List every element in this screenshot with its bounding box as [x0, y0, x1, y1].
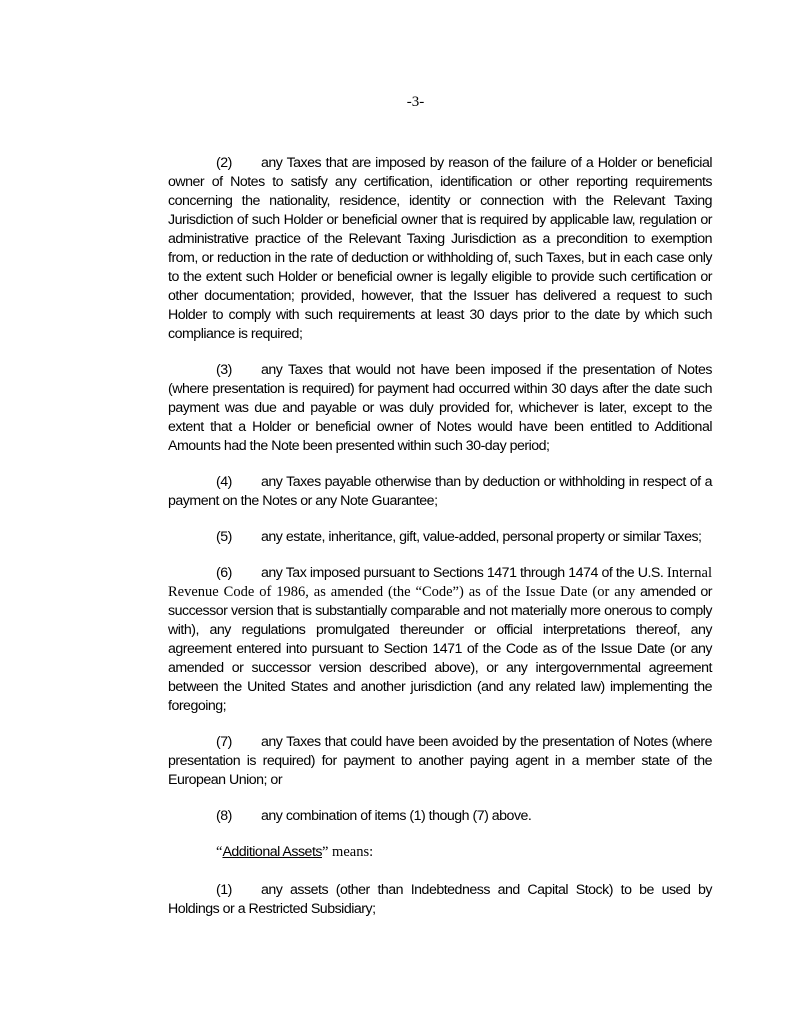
clause-text-part-b: amended or successor version that is substantially comparable and not materially more onerous to comply with), any regulations promulgated thereunder or official interpretations thereof, any agreement entered into pursuant to Section 1471 of the Code as of the Issue Date (or any amended or successor version described above), or any intergovernmental agreement between the United States and another jurisdiction (and any related law) implementing the foregoing;: [168, 584, 712, 714]
document-body: [168, 154, 712, 936]
clause-number: (3): [216, 362, 232, 378]
clause-text: any assets (other than Indebtedness and Capital Stock) to be used by Holdings or a Restricted Subsidiary;: [168, 882, 712, 917]
clause-text-part-a: any Tax imposed pursuant to Sections 1471 through 1474 of the U.S.: [261, 565, 664, 581]
clause-number: (4): [216, 474, 232, 490]
clause-item-7: [168, 733, 712, 790]
defined-term: Additional Assets: [222, 844, 322, 860]
clause-text: any Taxes that would not have been imposed if the presentation of Notes (where presentation is required) for payment had occurred within 30 days after the date such payment was due and payable or was duly provided for, whichever is later, except to the extent that a Holder or beneficial owner of Notes would have been entitled to Additional Amounts had the Note been presented within such 30-day period;: [168, 362, 712, 454]
clause-number: (7): [216, 734, 232, 750]
clause-number: (2): [216, 155, 232, 171]
definition-item-1: [168, 881, 712, 919]
clause-item-6: [168, 564, 712, 716]
definition-means: ” means:: [322, 844, 374, 860]
clause-text: any Taxes that are imposed by reason of the failure of a Holder or beneficial owner of Notes to satisfy any certification, identification or other reporting requirements concerning the nationality, residence, identity or connection with the Relevant Taxing Jurisdiction of such Holder or beneficial owner that is required by applicable law, regulation or administrative practice of the Relevant Taxing Jurisdiction as a precondition to exemption from, or reduction in the rate of deduction or withholding of, such Taxes, but in each case only to the extent such Holder or beneficial owner is legally eligible to provide such certification or other documentation; provided, however, that the Issuer has delivered a request to such Holder to comply with such requirements at least 30 days prior to the date by which such compliance is required;: [168, 155, 712, 342]
clause-text: any combination of items (1) though (7) above.: [261, 808, 532, 824]
clause-text: any Taxes payable otherwise than by deduction or withholding in respect of a payment on the Notes or any Note Guarantee;: [168, 474, 712, 509]
definition-open-quote: “: [216, 844, 223, 860]
clause-text: any estate, inheritance, gift, value-added, personal property or similar Taxes;: [261, 529, 702, 545]
clause-item-8: [168, 807, 712, 826]
clause-item-2: [168, 154, 712, 344]
clause-item-3: [168, 361, 712, 456]
clause-number: (8): [216, 808, 232, 824]
clause-item-5: [168, 528, 712, 547]
page-number: -3-: [406, 94, 425, 110]
clause-number: (1): [216, 882, 232, 898]
definition-heading: [168, 843, 712, 862]
clause-number: (5): [216, 529, 232, 545]
clause-text: any Taxes that could have been avoided by the presentation of Notes (where presentation is required) for payment to another paying agent in a member state of the European Union; or: [168, 734, 712, 788]
clause-number: (6): [216, 565, 232, 581]
clause-item-4: [168, 473, 712, 511]
clause-text-serif: Internal Revenue Code of 1986, as amended (the “Code”) as of the Issue Date (or any: [168, 565, 712, 600]
